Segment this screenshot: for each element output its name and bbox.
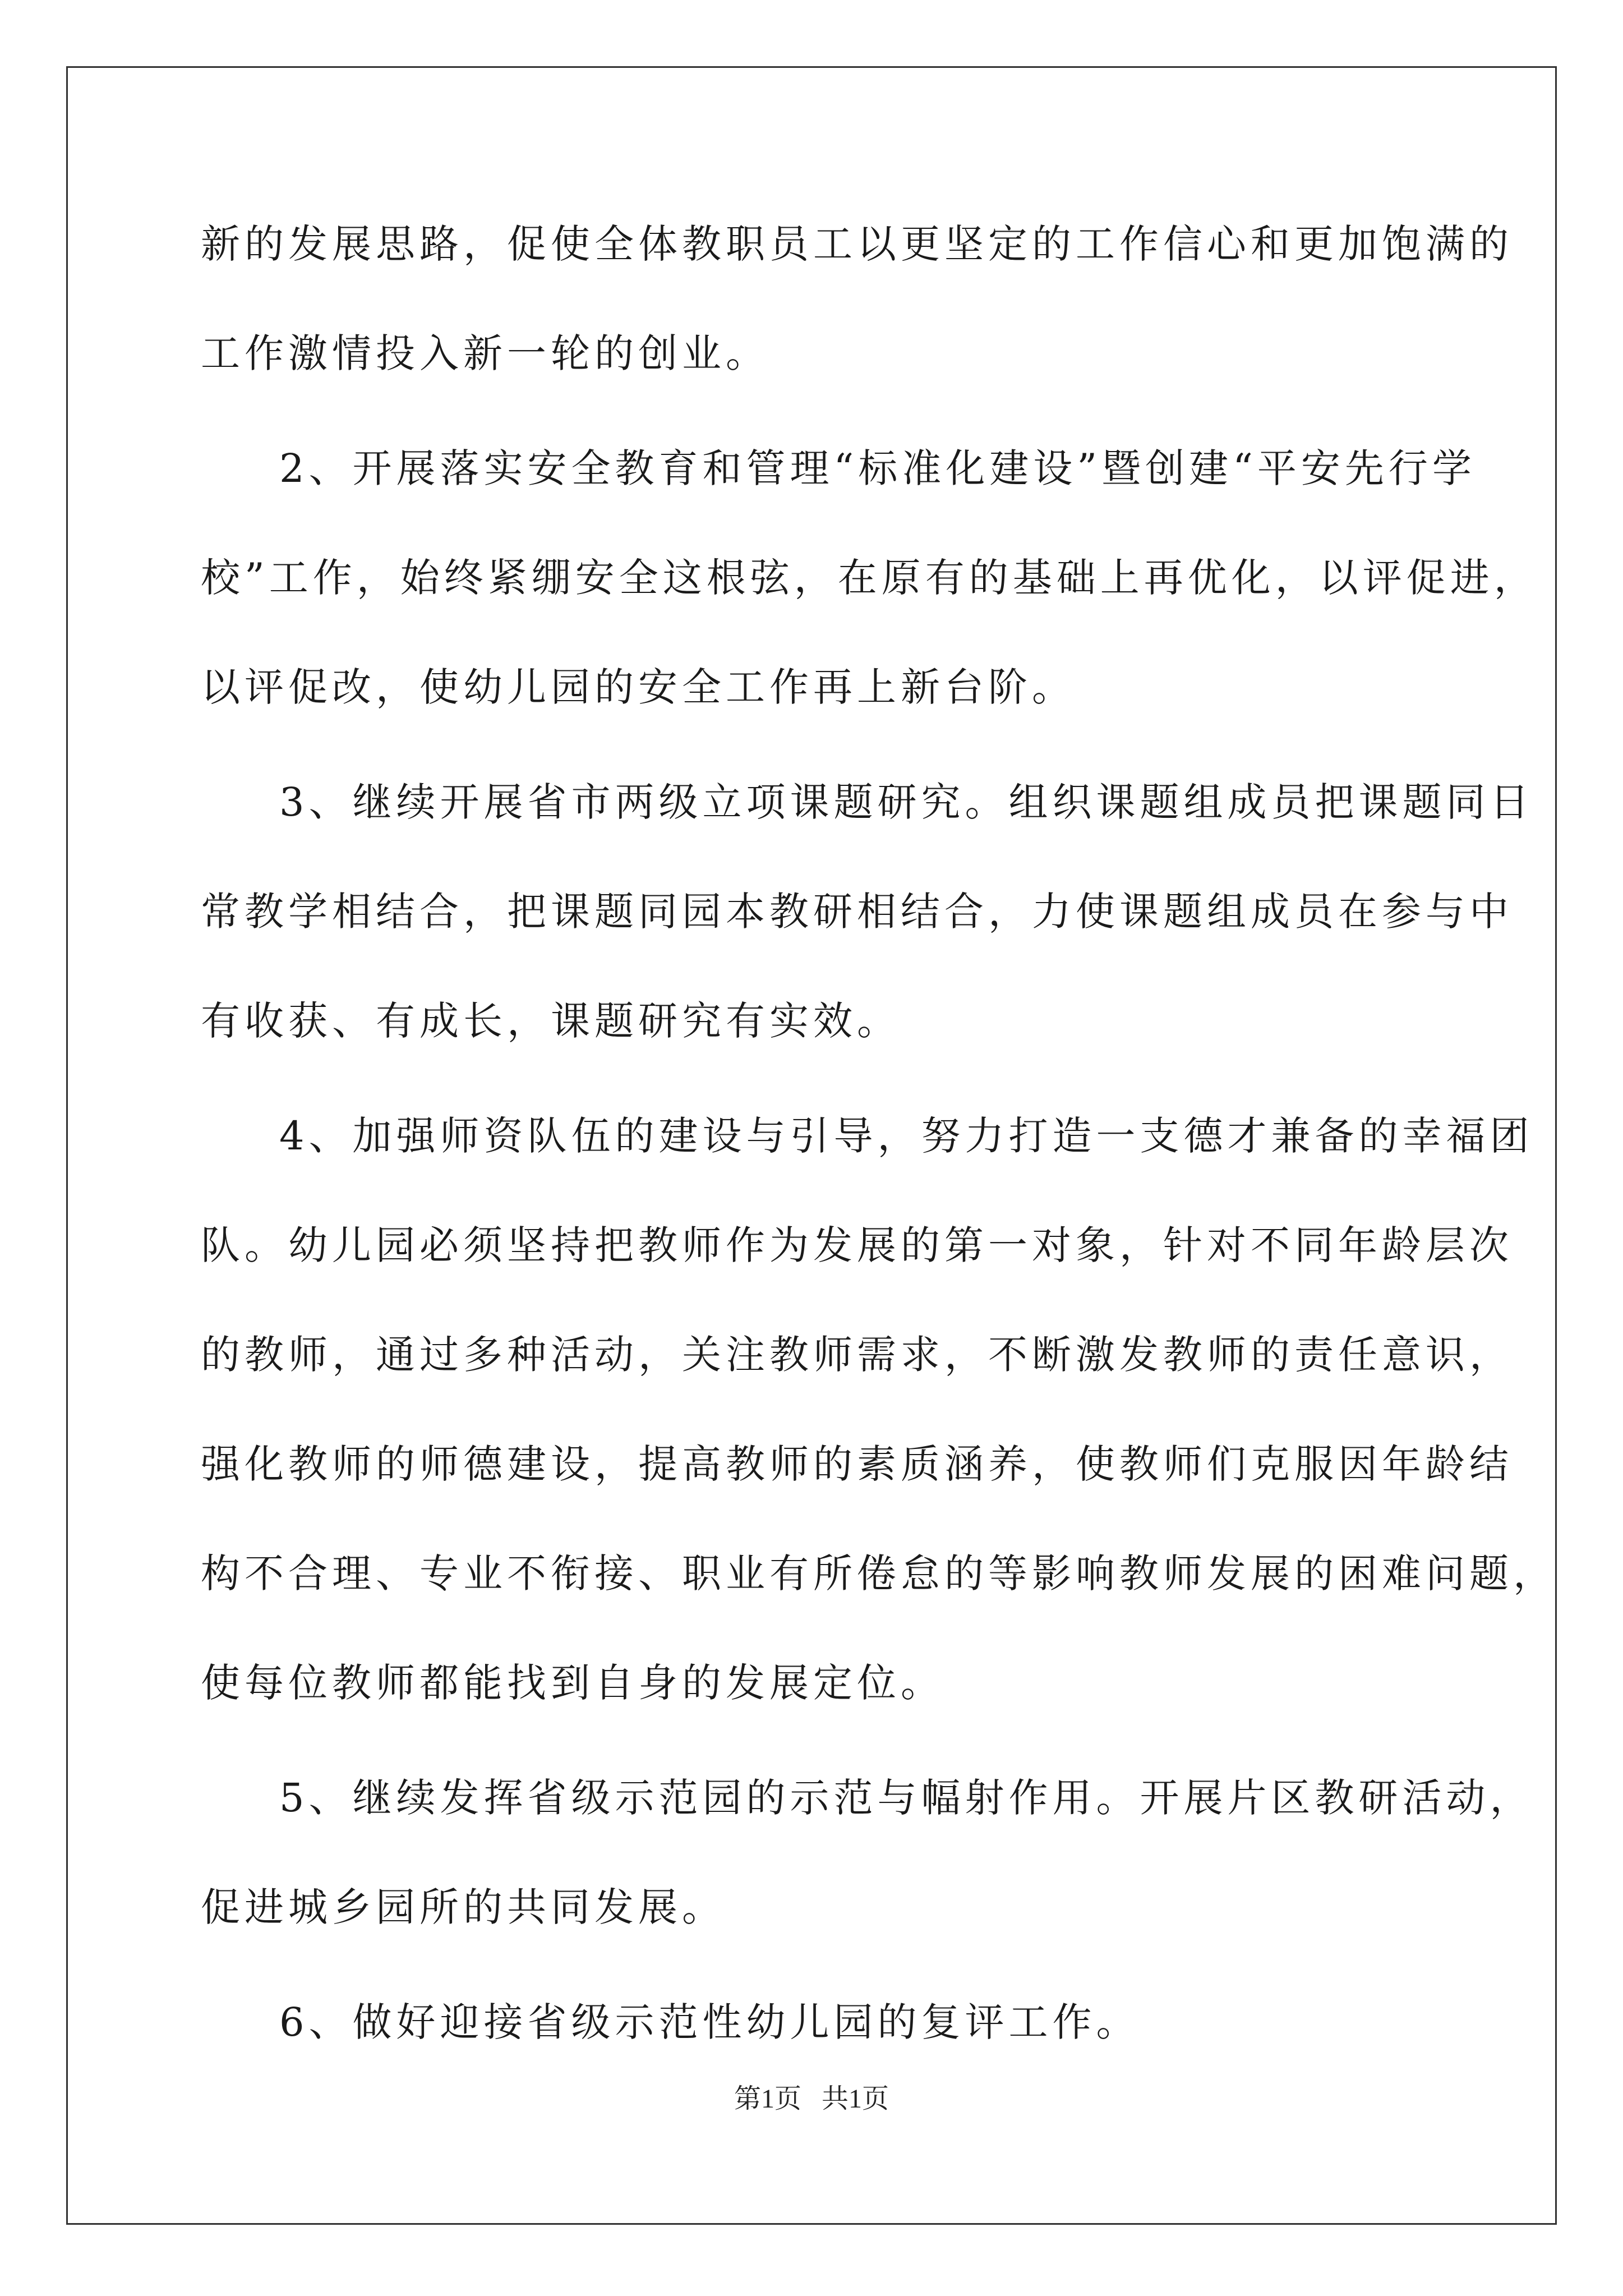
text-line: 的教师，通过多种活动，关注教师需求，不断激发教师的责任意识， — [201, 1332, 1513, 1378]
text-line: 强化教师的师德建设，提高教师的素质涵养，使教师们克服因年龄结 — [201, 1441, 1513, 1487]
text-line: 使每位教师都能找到自身的发展定位。 — [201, 1660, 944, 1706]
text-line: 工作激情投入新一轮的创业。 — [201, 330, 769, 376]
paragraph-3-start: 3、继续开展省市两级立项课题研究。组织课题组成员把课题同日 — [279, 779, 1534, 825]
paragraph-2-start: 2、开展落实安全教育和管理“标准化建设”暨创建“平安先行学 — [279, 445, 1476, 491]
text-line: 以评促改，使幼儿园的安全工作再上新台阶。 — [201, 664, 1076, 710]
paragraph-5-start: 5、继续发挥省级示范园的示范与幅射作用。开展片区教研活动， — [279, 1775, 1534, 1821]
paragraph-6-start: 6、做好迎接省级示范性幼儿园的复评工作。 — [279, 1999, 1140, 2045]
text-line: 构不合理、专业不衔接、职业有所倦怠的等影响教师发展的困难问题， — [201, 1550, 1557, 1596]
paragraph-4-start: 4、加强师资队伍的建设与引导，努力打造一支德才兼备的幸福团 — [279, 1113, 1534, 1159]
page-number-footer: 第1页 共1页 — [734, 2084, 889, 2114]
text-line: 有收获、有成长，课题研究有实效。 — [201, 998, 901, 1044]
text-line: 促进城乡园所的共同发展。 — [201, 1884, 726, 1930]
text-line: 队。幼儿园必须坚持把教师作为发展的第一对象，针对不同年龄层次 — [201, 1222, 1513, 1268]
text-line: 校”工作，始终紧绷安全这根弦，在原有的基础上再优化，以评促进， — [201, 555, 1538, 601]
text-line: 新的发展思路，促使全体教职员工以更坚定的工作信心和更加饱满的 — [201, 221, 1513, 267]
text-line: 常教学相结合，把课题同园本教研相结合，力使课题组成员在参与中 — [201, 889, 1513, 935]
